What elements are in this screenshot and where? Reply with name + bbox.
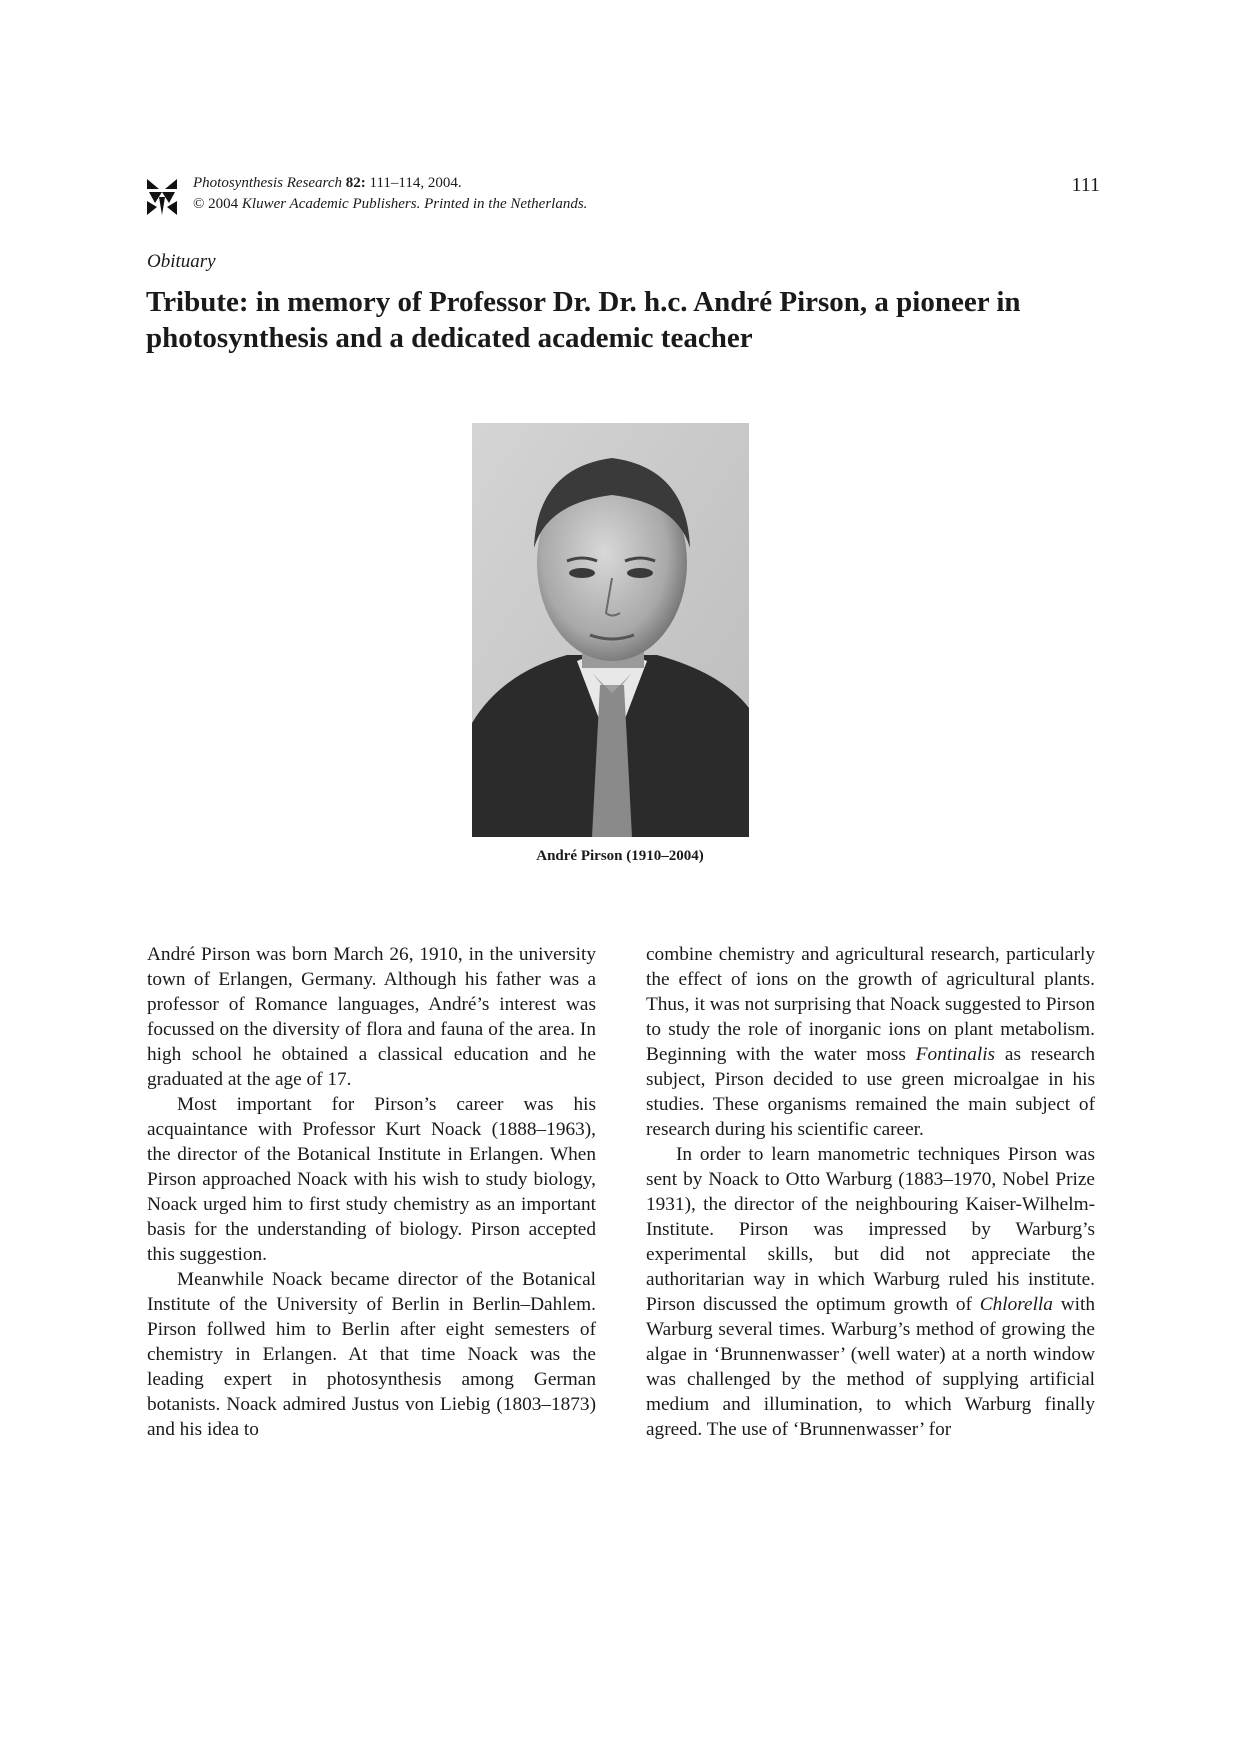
portrait-photo <box>472 423 749 837</box>
paragraph: André Pirson was born March 26, 1910, in the university town of Erlangen, Germany. Although his father was a professor of Romance languages, André’s interest was focussed on the diversity of flora and fauna of the area. In high school he obtained a classical education and he graduated at the age of 17. <box>147 944 596 1090</box>
running-header <box>145 173 1100 223</box>
paragraph <box>646 942 1095 1142</box>
section-label: Obituary <box>147 251 216 272</box>
text-run: combine chemistry and agricultural research, particularly the effect of ions on the growth of agricultural plants. Thus, it was not surprising that Noack suggested to Pirson to study the role of inorganic ions on plant metabolism. Beginning with the water moss <box>646 944 1095 1065</box>
species-name: Fontinalis <box>915 1044 996 1065</box>
pages-year: 111–114, 2004. <box>369 175 462 191</box>
page-number: 111 <box>1071 174 1100 196</box>
copyright-year: 2004 <box>208 196 239 212</box>
copyright-symbol: © <box>193 196 205 212</box>
publisher-logo-icon <box>145 177 179 217</box>
citation-line <box>193 173 587 194</box>
body-column-right <box>646 942 1095 1442</box>
volume-number: 82: <box>345 175 366 191</box>
paragraph: Meanwhile Noack became director of the Botanical Institute of the University of Berlin in Berlin–Dahlem. Pirson follwed him to Berlin after eight semesters of chemistry in Erlangen. At that time Noack was the leading expert in photosynthesis among German botanists. Noack admired Justus von Liebig (1803–1873) and his idea to <box>147 1269 596 1440</box>
paragraph: Most important for Pirson’s career was his acquaintance with Professor Kurt Noack (1888–1963), the director of the Botanical Institute in Erlangen. When Pirson approached Noack with his wish to study biology, Noack urged him to first study chemistry as an important basis for the understanding of biology. Pirson accepted this suggestion. <box>147 1094 596 1265</box>
journal-citation <box>193 173 587 215</box>
copyright-line <box>193 194 587 215</box>
text-run: In order to learn manometric techniques Pirson was sent by Noack to Otto Warburg (1883–1970, Nobel Prize 1931), the director of the neighbouring Kaiser-Wilhelm-Institute. Pirson was impressed by Warburg’s experimental skills, but did not appreciate the authoritarian way in which Warburg ruled his institute. Pirson discussed the optimum growth of <box>646 1144 1095 1315</box>
text-run: as research subject, Pirson decided to use green microalgae in his studies. These organisms remained the main subject of research during his scientific career. <box>646 1044 1095 1140</box>
figure-caption: André Pirson (1910–2004) <box>536 848 704 864</box>
paragraph <box>646 1142 1095 1442</box>
copyright-text: Kluwer Academic Publishers. Printed in the Netherlands. <box>241 196 588 212</box>
journal-name: Photosynthesis Research <box>193 175 342 191</box>
text-run: with Warburg several times. Warburg’s method of growing the algae in ‘Brunnenwasser’ (well water) at a north window was challenged by the method of supplying artificial medium and illumination, to which Warburg finally agreed. The use of ‘Brunnenwasser’ for <box>646 1294 1095 1440</box>
body-column-left <box>147 942 596 1442</box>
article-title: Tribute: in memory of Professor Dr. Dr. h.c. André Pirson, a pioneer in photosynthesis and a dedicated academic teacher <box>146 286 1021 354</box>
species-name: Chlorella <box>979 1294 1053 1315</box>
